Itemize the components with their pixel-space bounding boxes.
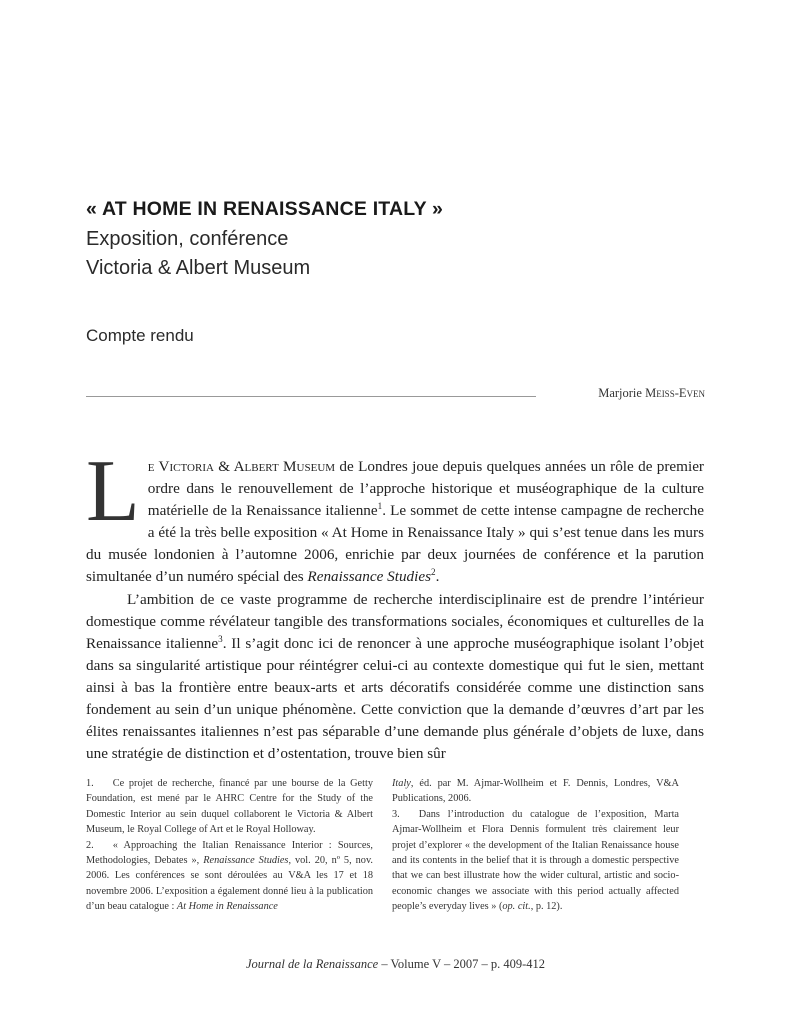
author-first-name: Marjorie: [598, 386, 642, 400]
section-label: Compte rendu: [86, 326, 194, 345]
drop-cap: L: [86, 443, 140, 540]
footer-volume-pages: – Volume V – 2007 – p. 409-412: [378, 957, 546, 971]
page-footer: [0, 957, 791, 972]
author-last-name: Meiss-Even: [645, 386, 705, 400]
footnote-2: 2. « Approaching the Italian Renaissance Interior : Sources, Methodologies, Debates », Renaissance Studies, vol. 20, nº 5, nov. 2006. Les conférences se sont déroulées au V&A les 17 et 18 novembre 2006. L’exposition a également donné lieu à la publication d’un beau catalogue : At Home in Renaissance: [86, 839, 373, 913]
footer-journal-title: Journal de la Renaissance: [245, 957, 379, 971]
author-name: [598, 386, 705, 401]
footnote-3: 3. Dans l’introduction du catalogue de l’exposition, Marta Ajmar-Wollheim et Flora Dennis formulent très clairement leur projet d’explorer « the development of the Italian Renaissance house and its contents in the belief that it is through a domestic perspective that we can best illustrate how the wider cultural, artistic and socio-economic changes we associate with this period actually affected people’s everyday lives » (op. cit., p. 12).: [392, 808, 679, 913]
footnote-1: 1. Ce projet de recherche, financé par une bourse de la Getty Foundation, est mené par le AHRC Centre for the Study of the Domestic Interior au sein duquel collaborent le Victoria & Albert Museum, le Royal College of Art et le Royal Holloway.: [86, 778, 373, 836]
journal-title: Renaissance Studies: [307, 568, 432, 586]
museum-name: e Victoria & Albert Museum: [147, 458, 336, 475]
article-subtitle-venue: Victoria & Albert Museum: [86, 257, 311, 279]
footnote-2-continued: Italy, éd. par M. Ajmar-Wollheim et F. Dennis, Londres, V&A Publications, 2006.: [392, 778, 679, 805]
footnotes-left-column: [86, 776, 373, 915]
footnote-2-italic-tail: Italy: [392, 778, 411, 789]
footnote-ref-1[interactable]: 1: [377, 501, 383, 512]
article-subtitle-event: Exposition, conférence: [86, 228, 289, 250]
footnotes-right-column: [392, 776, 679, 915]
article-title: « AT HOME IN RENAISSANCE ITALY »: [86, 198, 444, 220]
footnote-ref-3[interactable]: 3: [218, 633, 223, 644]
body-paragraph-2: L’ambition de ce vaste programme de recherche interdisciplinaire est de prendre l’intérieur domestique comme révélateur tangible des transformations sociales, économiques et culturelles de la Renaissance italienne$^3$. Il s’agit donc ici de renoncer à une approche muséographique isolant l’objet dans sa singularité artistique pour réintégrer celui-ci au contexte domestique qui fut le sien, mettant ainsi à bas la frontière entre beaux-arts et arts décoratifs considérée comme une distinction sans fondement au sein d’un unique phénomène. Cette conviction que la demande d’œuvres d’art par les élites renaissantes italiennes n’est pas séparable d’une demande plus générale d’objets de luxe, dans une stratégie de distinction et d’ostentation, trouve bien sûr: [86, 590, 704, 763]
body-paragraph-1: Le Victoria & Albert Museum de Londres joue depuis quelques années un rôle de premier ordre dans le renouvellement de l’approche historique et muséographique de la culture matérielle de la Renaissance italienne$^1$. Le sommet de cette intense campagne de recherche a été la très belle exposition « At Home in Renaissance Italy » qui s’est tenue dans les murs du musée londonien à l’automne 2006, enrichie par deux journées de conférence et la parution simultanée d’un numéro spécial des Renaissance Studies$^2$.: [86, 443, 704, 586]
article-body: [86, 443, 704, 765]
author-rule: [86, 396, 536, 397]
footnote-ref-2[interactable]: 2: [431, 567, 436, 578]
